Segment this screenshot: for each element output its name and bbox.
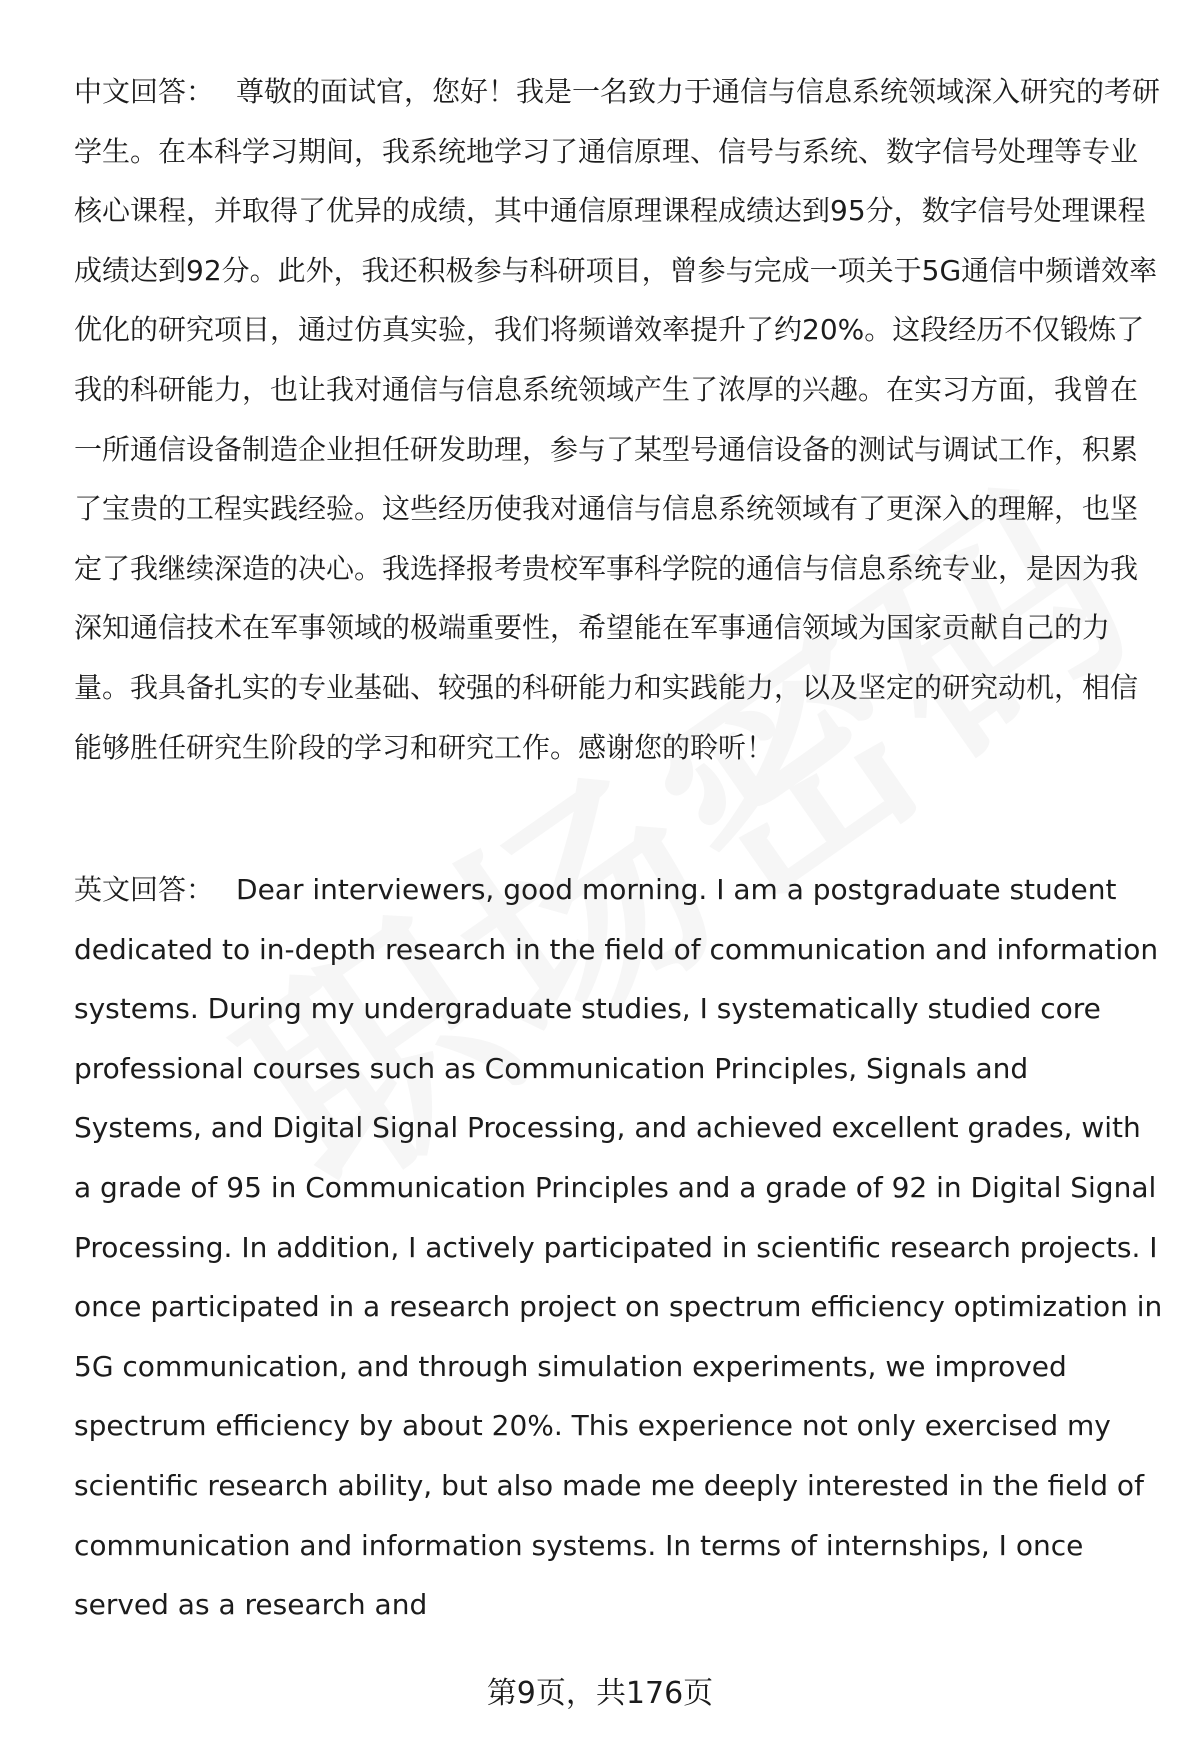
chinese-answer-text: 尊敬的面试官，您好！我是一名致力于通信与信息系统领域深入研究的考研学生。在本科学习期间，我系统地学习了通信原理、信号与系统、数字信号处理等专业核心课程，并取得了优异的成绩，其中通信原理课程成绩达到95分，数字信号处理课程成绩达到92分。此外，我还积极参与科研项目，曾参与完成一项关于5G通信中频谱效率优化的研究项目，通过仿真实验，我们将频谱效率提升了约20%。这段经历不仅锻炼了我的科研能力，也让我对通信与信息系统领域产生了浓厚的兴趣。在实习方面，我曾在一所通信设备制造企业担任研发助理，参与了某型号通信设备的测试与调试工作，积累了宝贵的工程实践经验。这些经历使我对通信与信息系统领域有了更深入的理解，也坚定了我继续深造的决心。我选择报考贵校军事科学院的通信与信息系统专业，是因为我深知通信技术在军事领域的极端重要性，希望能在军事通信领域为国家贡献自己的力量。我具备扎实的专业基础、较强的科研能力和实践能力，以及坚定的研究动机，相信能够胜任研究生阶段的学习和研究工作。感谢您的聆听！ [74,75,1161,764]
english-answer-label: 英文回答： [74,873,215,906]
page-indicator: 第9页，共176页 [486,1676,714,1711]
chinese-answer-paragraph [74,62,1164,777]
english-answer-text: Dear interviewers, good morning. I am a postgraduate student dedicated to in-depth research in the field of communication and information systems. During my undergraduate studies, I systematically studied core professional courses such as Communication Principles, Signals and Systems, and Digital Signal Processing, and achieved excellent grades, with a grade of 95 in Communication Principles and a grade of 92 in Digital Signal Processing. In addition, I actively participated in scientific research projects. I once participated in a research project on spectrum efficiency optimization in 5G communication, and through simulation experiments, we improved spectrum efficiency by about 20%. This experience not only exercised my scientific research ability, but also made me deeply interested in the field of communication and information systems. In terms of internships, I once served as a research and [74,873,1163,1622]
english-answer-paragraph [74,860,1164,1635]
chinese-answer-label: 中文回答： [74,75,215,108]
